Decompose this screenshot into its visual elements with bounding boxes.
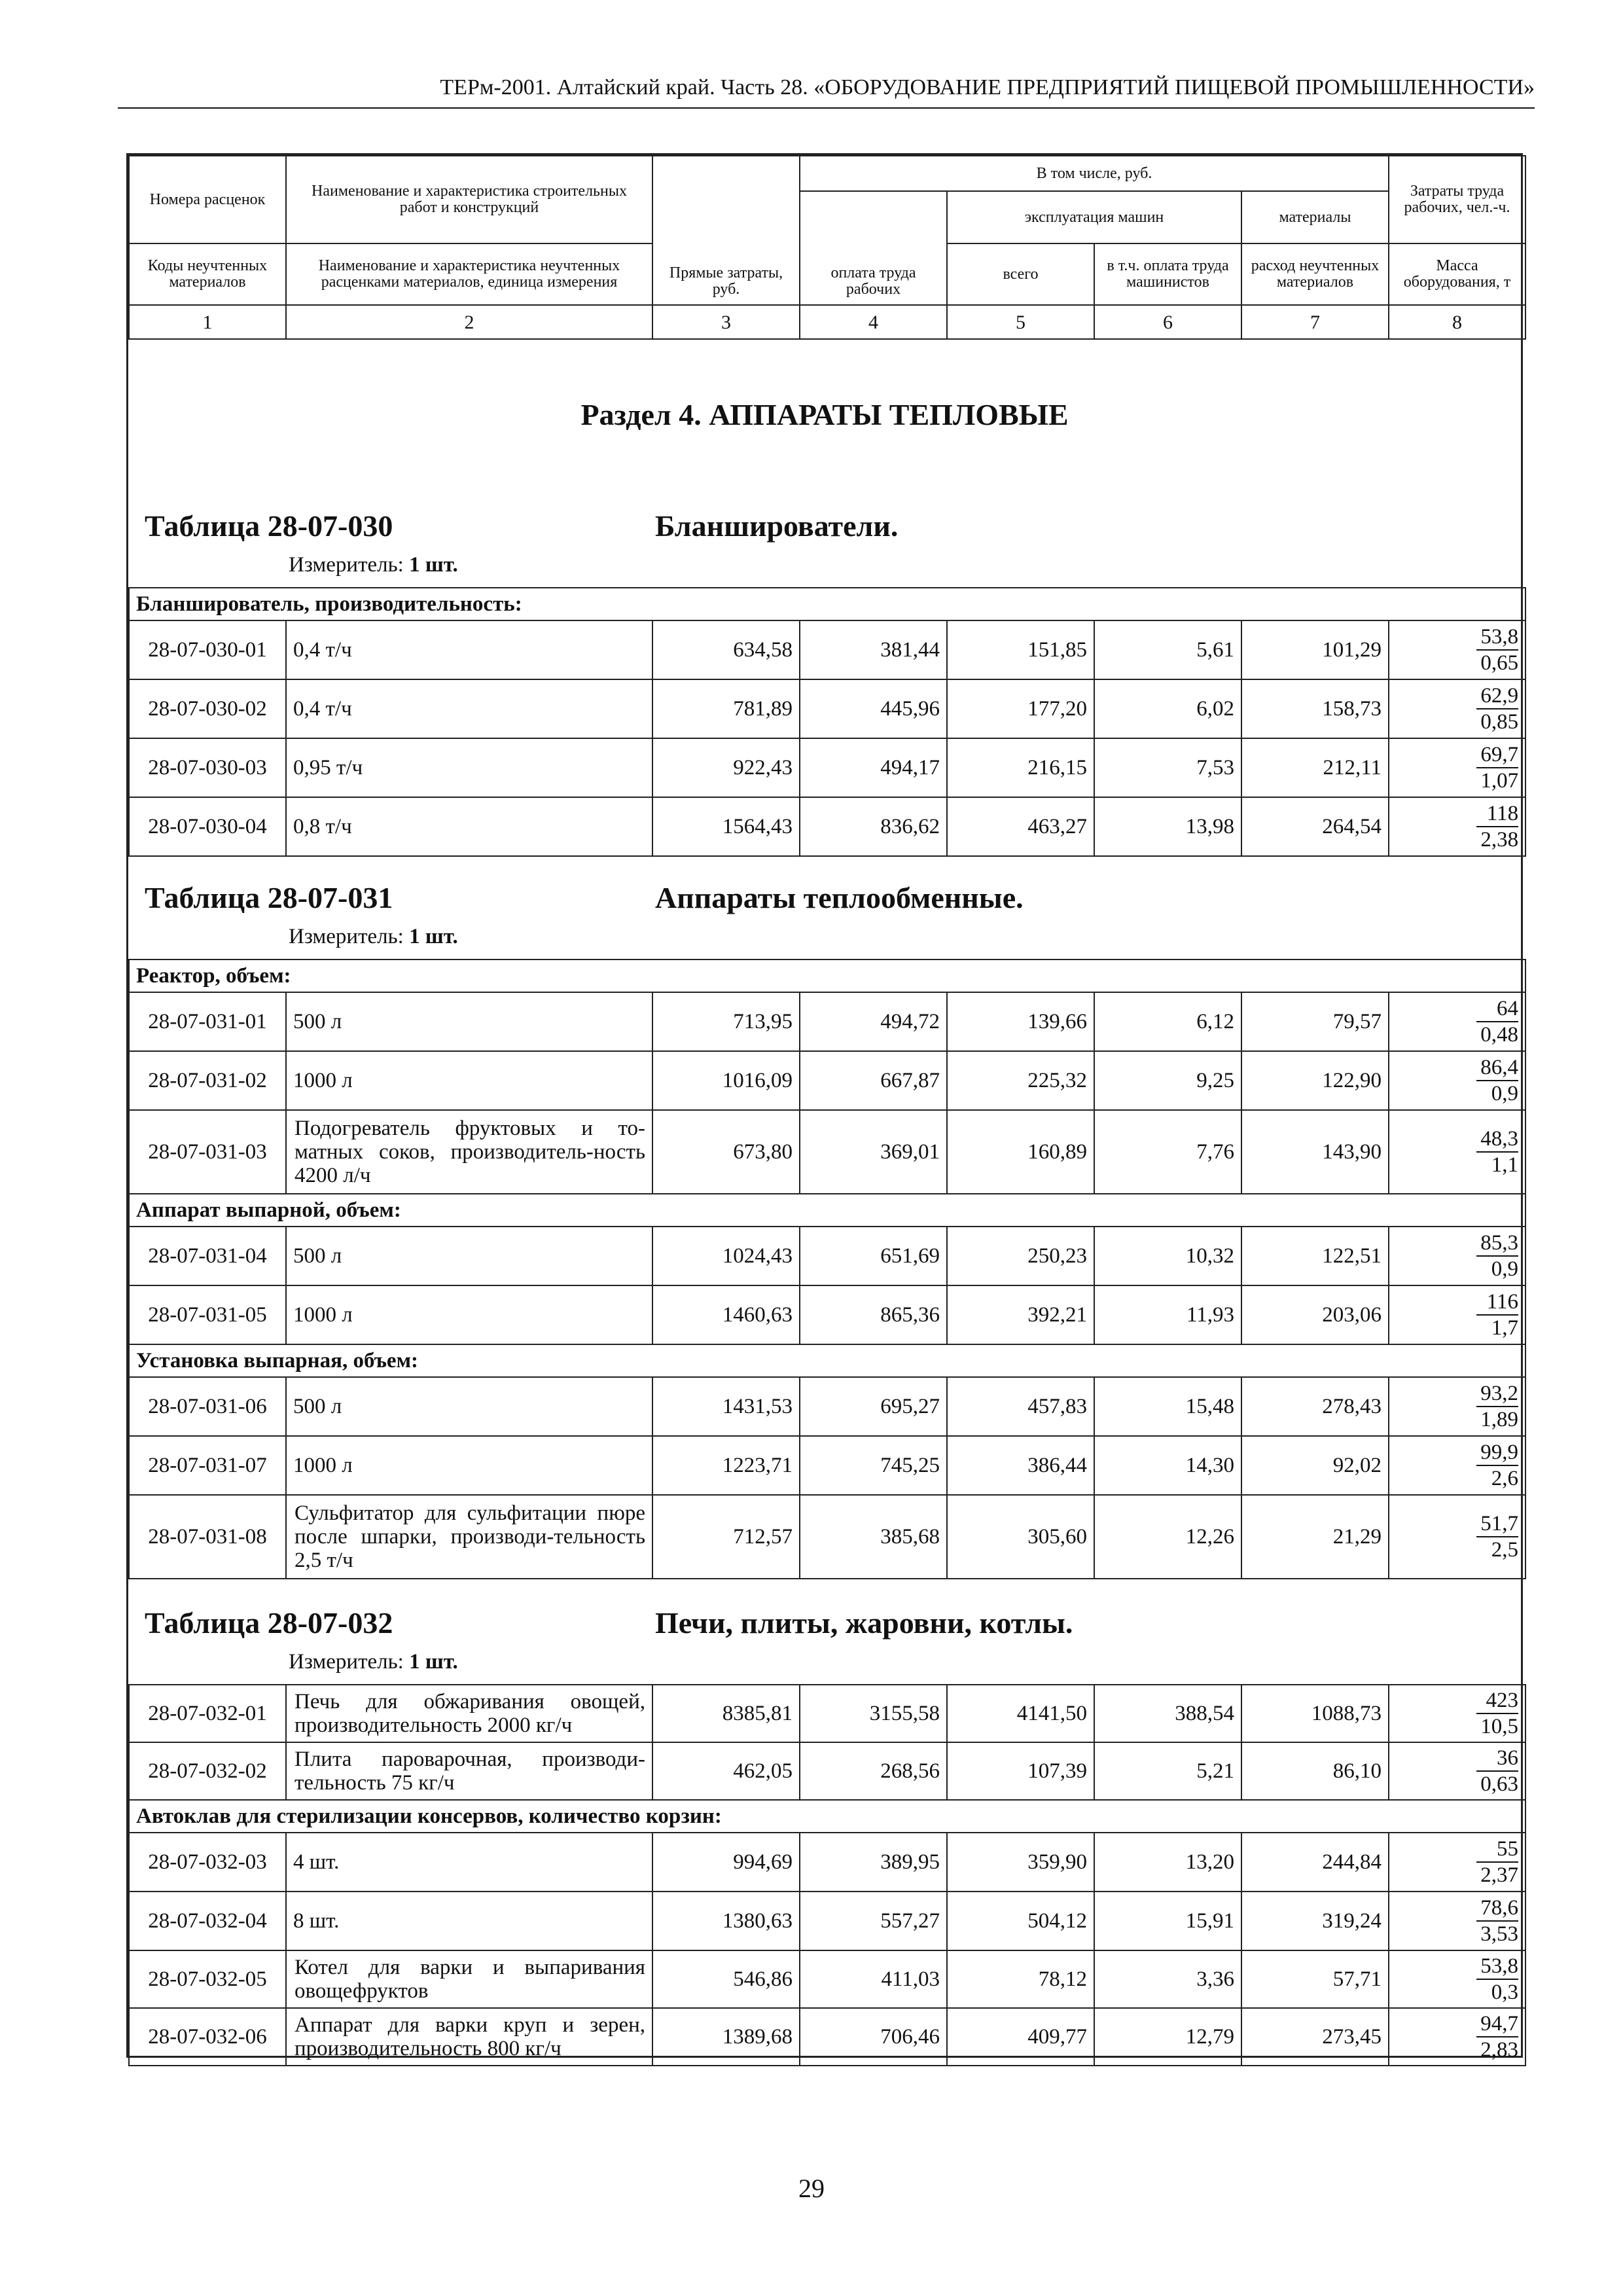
rate-description: 0,4 т/ч (286, 620, 652, 679)
rate-code: 28-07-031-01 (129, 992, 286, 1051)
rate-code: 28-07-031-04 (129, 1227, 286, 1285)
table-row (129, 1227, 1525, 1285)
machinist-cost: 14,30 (1094, 1436, 1241, 1495)
direct-cost: 673,80 (652, 1110, 800, 1194)
labor-hours: 116 (1476, 1289, 1518, 1316)
group-title: Автоклав для стерилизации консервов, количество корзин: (129, 1800, 1525, 1833)
machine-cost: 250,23 (947, 1227, 1094, 1285)
rate-code: 28-07-030-01 (129, 620, 286, 679)
labor-mass-fraction (1389, 620, 1525, 679)
materials-cost: 143,90 (1241, 1110, 1389, 1194)
labor-mass-fraction (1389, 1495, 1525, 1579)
machinist-cost: 13,20 (1094, 1833, 1241, 1892)
labor-hours: 99,9 (1476, 1440, 1518, 1466)
machine-cost: 463,27 (947, 797, 1094, 856)
header-col5: всего (947, 243, 1094, 305)
rate-description: 0,8 т/ч (286, 797, 652, 856)
materials-cost: 92,02 (1241, 1436, 1389, 1495)
materials-cost: 86,10 (1241, 1742, 1389, 1800)
running-header: ТЕРм-2001. Алтайский край. Часть 28. «ОБОРУДОВАНИЕ ПРЕДПРИЯТИЙ ПИЩЕВОЙ ПРОМЫШЛЕННОСТИ» (118, 73, 1535, 109)
header-materials: материалы (1241, 191, 1389, 243)
rate-description: Подогреватель фруктовых и то-матных соков, производитель-ность 4200 л/ч (286, 1110, 652, 1194)
labor-cost: 389,95 (800, 1833, 947, 1892)
table-row (129, 797, 1525, 856)
table-number: Таблица 28-07-030 (145, 509, 393, 543)
materials-cost: 122,51 (1241, 1227, 1389, 1285)
machine-cost: 160,89 (947, 1110, 1094, 1194)
materials-cost: 1088,73 (1241, 1685, 1389, 1742)
materials-cost: 319,24 (1241, 1892, 1389, 1950)
table-row (129, 738, 1525, 797)
direct-cost: 462,05 (652, 1742, 800, 1800)
machinist-cost: 6,02 (1094, 679, 1241, 738)
header-col8-bottom: Масса оборудования, т (1389, 243, 1525, 305)
table-row (129, 1495, 1525, 1579)
labor-mass-fraction (1389, 1051, 1525, 1110)
rate-description: 500 л (286, 992, 652, 1051)
machine-cost: 305,60 (947, 1495, 1094, 1579)
labor-cost: 706,46 (800, 2008, 947, 2066)
direct-cost: 1016,09 (652, 1051, 800, 1110)
machinist-cost: 10,32 (1094, 1227, 1241, 1285)
col-number: 6 (1094, 305, 1241, 339)
rate-code: 28-07-032-01 (129, 1685, 286, 1742)
materials-cost: 57,71 (1241, 1950, 1389, 2008)
machinist-cost: 15,48 (1094, 1377, 1241, 1436)
machinist-cost: 9,25 (1094, 1051, 1241, 1110)
equipment-mass: 1,7 (1491, 1316, 1519, 1340)
table-heading (128, 1605, 1521, 1691)
rate-description: 1000 л (286, 1436, 652, 1495)
labor-hours: 86,4 (1476, 1055, 1518, 1081)
header-col1-top: Номера расценок (129, 156, 286, 243)
rate-description: 0,95 т/ч (286, 738, 652, 797)
machinist-cost: 5,61 (1094, 620, 1241, 679)
rate-description: 1000 л (286, 1051, 652, 1110)
labor-hours: 55 (1476, 1837, 1518, 1863)
direct-cost: 922,43 (652, 738, 800, 797)
table-heading (128, 880, 1521, 965)
labor-cost: 494,17 (800, 738, 947, 797)
labor-mass-fraction (1389, 992, 1525, 1051)
col-number: 8 (1389, 305, 1525, 339)
rate-code: 28-07-030-02 (129, 679, 286, 738)
machine-cost: 151,85 (947, 620, 1094, 679)
header-col3: Прямые затраты, руб. (652, 156, 800, 305)
col-number: 1 (129, 305, 286, 339)
col-number: 7 (1241, 305, 1389, 339)
rate-code: 28-07-031-08 (129, 1495, 286, 1579)
direct-cost: 1460,63 (652, 1285, 800, 1344)
direct-cost: 712,57 (652, 1495, 800, 1579)
machinist-cost: 388,54 (1094, 1685, 1241, 1742)
direct-cost: 1431,53 (652, 1377, 800, 1436)
labor-cost: 445,96 (800, 679, 947, 738)
direct-cost: 1564,43 (652, 797, 800, 856)
machine-cost: 177,20 (947, 679, 1094, 738)
table-row (129, 1051, 1525, 1110)
header-col1-bottom: Коды неучтенных материалов (129, 243, 286, 305)
table-row (129, 1377, 1525, 1436)
rate-code: 28-07-031-03 (129, 1110, 286, 1194)
table-number: Таблица 28-07-031 (145, 881, 393, 914)
machinist-cost: 12,79 (1094, 2008, 1241, 2066)
table-row (129, 620, 1525, 679)
materials-cost: 203,06 (1241, 1285, 1389, 1344)
machine-cost: 409,77 (947, 2008, 1094, 2066)
table-row (129, 2008, 1525, 2066)
table-row (129, 992, 1525, 1051)
equipment-mass: 0,85 (1480, 710, 1519, 734)
labor-cost: 667,87 (800, 1051, 947, 1110)
unit-label: Измеритель: 1 шт. (289, 1650, 458, 1674)
labor-mass-fraction (1389, 1892, 1525, 1950)
rate-description: 0,4 т/ч (286, 679, 652, 738)
group-title: Реактор, объем: (129, 960, 1525, 992)
header-machines: эксплуатация машин (947, 191, 1241, 243)
rate-code: 28-07-032-02 (129, 1742, 286, 1800)
machine-cost: 139,66 (947, 992, 1094, 1051)
col-number: 2 (286, 305, 652, 339)
direct-cost: 1380,63 (652, 1892, 800, 1950)
header-incl: В том числе, руб. (800, 156, 1389, 191)
materials-cost: 101,29 (1241, 620, 1389, 679)
labor-cost: 695,27 (800, 1377, 947, 1436)
unit-label: Измеритель: 1 шт. (289, 925, 458, 948)
direct-cost: 634,58 (652, 620, 800, 679)
rate-description: Печь для обжаривания овощей, производительность 2000 кг/ч (286, 1685, 652, 1742)
equipment-mass: 2,6 (1491, 1467, 1519, 1490)
rate-description: Плита пароварочная, производи-тельность 75 кг/ч (286, 1742, 652, 1800)
header-col2-bottom: Наименование и характеристика неучтенных расценками материалов, единица измерения (286, 243, 652, 305)
machinist-cost: 15,91 (1094, 1892, 1241, 1950)
group-row (129, 588, 1525, 620)
labor-mass-fraction (1389, 1227, 1525, 1285)
rate-description: Аппарат для варки круп и зерен, производительность 800 кг/ч (286, 2008, 652, 2066)
direct-cost: 713,95 (652, 992, 800, 1051)
equipment-mass: 0,65 (1480, 651, 1519, 675)
direct-cost: 781,89 (652, 679, 800, 738)
unit-label: Измеритель: 1 шт. (289, 553, 458, 577)
labor-hours: 94,7 (1476, 2011, 1518, 2037)
rate-table (128, 959, 1526, 1579)
group-row (129, 1344, 1525, 1377)
rate-description: 8 шт. (286, 1892, 652, 1950)
direct-cost: 546,86 (652, 1950, 800, 2008)
equipment-mass: 0,48 (1480, 1023, 1519, 1047)
group-row (129, 960, 1525, 992)
group-row (129, 1194, 1525, 1227)
equipment-mass: 3,53 (1480, 1922, 1518, 1946)
table-row (129, 1892, 1525, 1950)
table-row (129, 679, 1525, 738)
page-frame (126, 153, 1523, 2062)
direct-cost: 1389,68 (652, 2008, 800, 2066)
rate-code: 28-07-031-05 (129, 1285, 286, 1344)
materials-cost: 79,57 (1241, 992, 1389, 1051)
table-number: Таблица 28-07-032 (145, 1606, 393, 1640)
materials-cost: 122,90 (1241, 1051, 1389, 1110)
equipment-mass: 10,5 (1480, 1715, 1518, 1738)
labor-hours: 93,2 (1476, 1381, 1518, 1407)
rate-description: Котел для варки и выпаривания овощефруктов (286, 1950, 652, 2008)
labor-cost: 494,72 (800, 992, 947, 1051)
direct-cost: 1223,71 (652, 1436, 800, 1495)
labor-cost: 865,36 (800, 1285, 947, 1344)
labor-hours: 85,3 (1476, 1230, 1518, 1257)
machinist-cost: 11,93 (1094, 1285, 1241, 1344)
rate-description: 4 шт. (286, 1833, 652, 1892)
group-title: Аппарат выпарной, объем: (129, 1194, 1525, 1227)
rate-table (128, 587, 1526, 857)
materials-cost: 21,29 (1241, 1495, 1389, 1579)
labor-cost: 651,69 (800, 1227, 947, 1285)
labor-cost: 268,56 (800, 1742, 947, 1800)
header-col8-top: Затраты труда рабочих, чел.-ч. (1389, 156, 1525, 243)
machine-cost: 504,12 (947, 1892, 1094, 1950)
machinist-cost: 3,36 (1094, 1950, 1241, 2008)
labor-mass-fraction (1389, 1285, 1525, 1344)
labor-mass-fraction (1389, 1950, 1525, 2008)
labor-mass-fraction (1389, 2008, 1525, 2066)
group-row (129, 1800, 1525, 1833)
section-title: Раздел 4. АППАРАТЫ ТЕПЛОВЫЕ (580, 398, 1069, 431)
machinist-cost: 13,98 (1094, 797, 1241, 856)
direct-cost: 994,69 (652, 1833, 800, 1892)
labor-hours: 62,9 (1476, 683, 1518, 709)
machinist-cost: 7,76 (1094, 1110, 1241, 1194)
equipment-mass: 2,5 (1491, 1538, 1519, 1562)
labor-hours: 53,8 (1476, 624, 1518, 651)
labor-mass-fraction (1389, 1685, 1525, 1742)
labor-mass-fraction (1389, 738, 1525, 797)
header-col2-top: Наименование и характеристика строительных работ и конструкций (286, 156, 652, 243)
labor-mass-fraction (1389, 1436, 1525, 1495)
header-col7: расход неучтенных материалов (1241, 243, 1389, 305)
labor-cost: 369,01 (800, 1110, 947, 1194)
machine-cost: 78,12 (947, 1950, 1094, 2008)
rate-code: 28-07-031-02 (129, 1051, 286, 1110)
labor-mass-fraction (1389, 1742, 1525, 1800)
rate-code: 28-07-032-05 (129, 1950, 286, 2008)
labor-cost: 385,68 (800, 1495, 947, 1579)
equipment-mass: 1,89 (1480, 1408, 1519, 1431)
materials-cost: 273,45 (1241, 2008, 1389, 2066)
labor-mass-fraction (1389, 1833, 1525, 1892)
rate-code: 28-07-032-03 (129, 1833, 286, 1892)
col-number: 3 (652, 305, 800, 339)
table-name: Печи, плиты, жаровни, котлы. (655, 1606, 1073, 1640)
machine-cost: 359,90 (947, 1833, 1094, 1892)
equipment-mass: 0,3 (1491, 1981, 1518, 2004)
labor-hours: 51,7 (1476, 1511, 1518, 1537)
equipment-mass: 0,63 (1480, 1772, 1518, 1796)
col-number: 4 (800, 305, 947, 339)
machinist-cost: 6,12 (1094, 992, 1241, 1051)
rate-description: 500 л (286, 1227, 652, 1285)
direct-cost: 8385,81 (652, 1685, 800, 1742)
table-name: Бланширователи. (655, 509, 899, 543)
machine-cost: 4141,50 (947, 1685, 1094, 1742)
machine-cost: 225,32 (947, 1051, 1094, 1110)
rate-code: 28-07-032-04 (129, 1892, 286, 1950)
labor-cost: 836,62 (800, 797, 947, 856)
machine-cost: 457,83 (947, 1377, 1094, 1436)
equipment-mass: 0,9 (1491, 1257, 1519, 1281)
machinist-cost: 5,21 (1094, 1742, 1241, 1800)
equipment-mass: 2,37 (1480, 1863, 1518, 1887)
col-number: 5 (947, 305, 1094, 339)
labor-mass-fraction (1389, 1377, 1525, 1436)
machine-cost: 392,21 (947, 1285, 1094, 1344)
machine-cost: 216,15 (947, 738, 1094, 797)
labor-cost: 411,03 (800, 1950, 947, 2008)
rate-table (128, 1684, 1526, 2066)
rate-code: 28-07-032-06 (129, 2008, 286, 2066)
direct-cost: 1024,43 (652, 1227, 800, 1285)
machine-cost: 386,44 (947, 1436, 1094, 1495)
labor-hours: 64 (1476, 996, 1518, 1022)
machinist-cost: 12,26 (1094, 1495, 1241, 1579)
labor-hours: 78,6 (1476, 1895, 1518, 1922)
labor-hours: 118 (1476, 801, 1518, 827)
labor-cost: 745,25 (800, 1436, 947, 1495)
table-row (129, 1685, 1525, 1742)
materials-cost: 278,43 (1241, 1377, 1389, 1436)
table-row (129, 1285, 1525, 1344)
header-col4: оплата труда рабочих (800, 191, 947, 305)
equipment-mass: 0,9 (1491, 1082, 1519, 1105)
table-row (129, 1950, 1525, 2008)
labor-hours: 53,8 (1476, 1954, 1518, 1980)
equipment-mass: 1,1 (1491, 1153, 1519, 1177)
rate-code: 28-07-031-07 (129, 1436, 286, 1495)
materials-cost: 212,11 (1241, 738, 1389, 797)
materials-cost: 264,54 (1241, 797, 1389, 856)
machine-cost: 107,39 (947, 1742, 1094, 1800)
header-col6: в т.ч. оплата труда машинистов (1094, 243, 1241, 305)
table-heading (128, 509, 1521, 594)
rate-description: 500 л (286, 1377, 652, 1436)
labor-cost: 381,44 (800, 620, 947, 679)
group-title: Установка выпарная, объем: (129, 1344, 1525, 1377)
equipment-mass: 2,38 (1480, 828, 1519, 852)
rate-description: Сульфитатор для сульфитации пюре после шпарки, производи-тельность 2,5 т/ч (286, 1495, 652, 1579)
labor-cost: 557,27 (800, 1892, 947, 1950)
labor-hours: 36 (1476, 1746, 1518, 1772)
table-row (129, 1833, 1525, 1892)
table-row (129, 1742, 1525, 1800)
table-row (129, 1436, 1525, 1495)
labor-mass-fraction (1389, 679, 1525, 738)
labor-cost: 3155,58 (800, 1685, 947, 1742)
labor-hours: 69,7 (1476, 742, 1518, 768)
labor-mass-fraction (1389, 797, 1525, 856)
equipment-mass: 2,83 (1480, 2038, 1518, 2062)
materials-cost: 244,84 (1241, 1833, 1389, 1892)
column-header-table (128, 155, 1526, 340)
rate-code: 28-07-030-03 (129, 738, 286, 797)
labor-hours: 423 (1476, 1688, 1518, 1714)
page-number: 29 (798, 2174, 825, 2203)
materials-cost: 158,73 (1241, 679, 1389, 738)
labor-hours: 48,3 (1476, 1126, 1518, 1153)
rate-code: 28-07-031-06 (129, 1377, 286, 1436)
rate-code: 28-07-030-04 (129, 797, 286, 856)
labor-mass-fraction (1389, 1110, 1525, 1194)
group-title: Бланширователь, производительность: (129, 588, 1525, 620)
equipment-mass: 1,07 (1480, 769, 1519, 793)
rate-description: 1000 л (286, 1285, 652, 1344)
machinist-cost: 7,53 (1094, 738, 1241, 797)
table-name: Аппараты теплообменные. (655, 881, 1024, 914)
table-row (129, 1110, 1525, 1194)
